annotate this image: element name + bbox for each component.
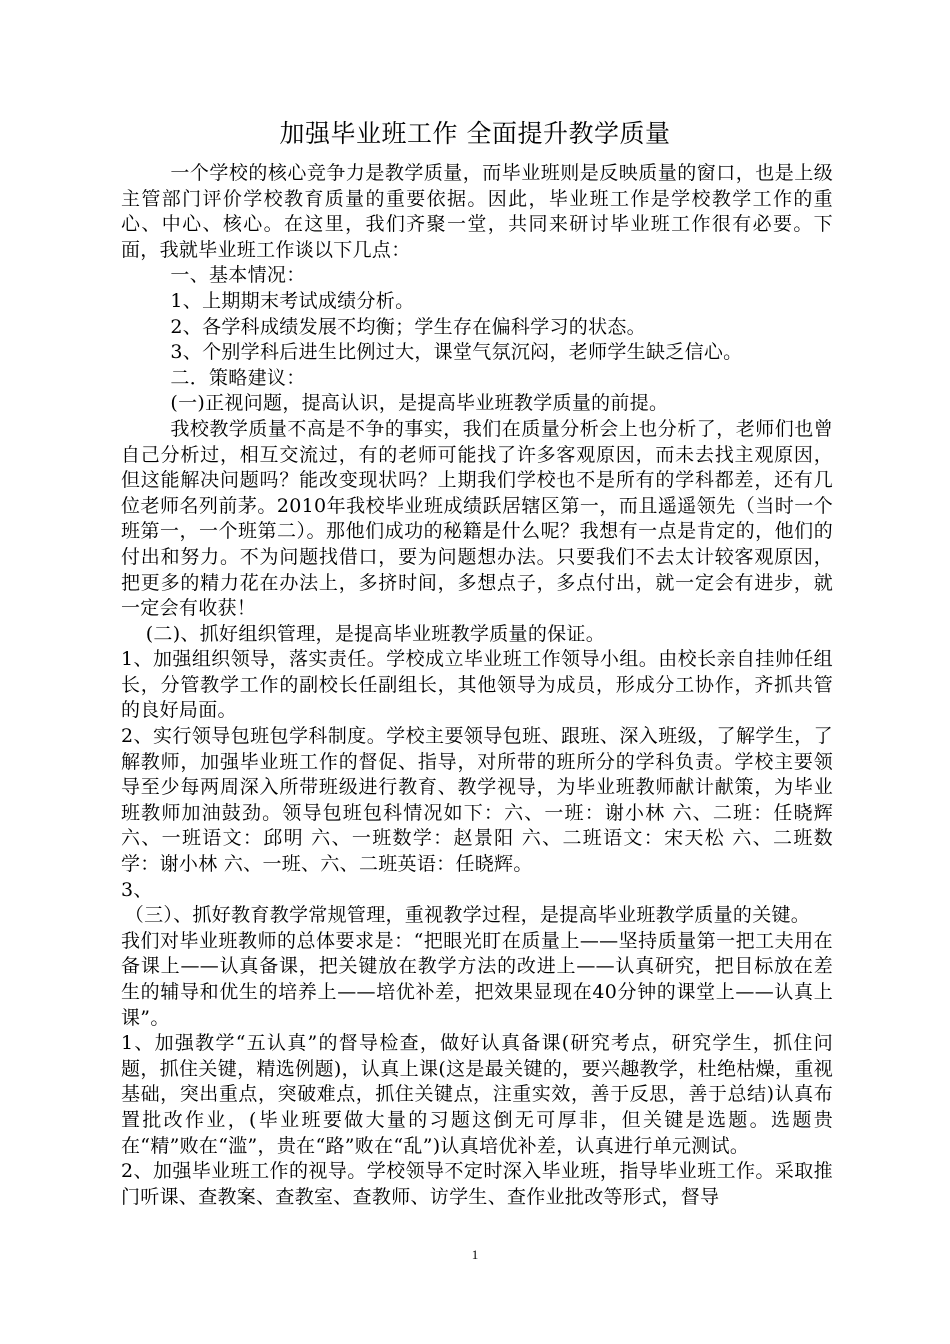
list-item: 1、加强组织领导，落实责任。学校成立毕业班工作领导小组。由校长亲自挂帅任组长，分管教学工作的副校长任副组长，其他领导为成员，形成分工协作，齐抓共管的良好局面。 [121,648,833,722]
heading-basic-situation: 一、基本情况： [170,264,306,287]
list-item: 2、实行领导包班包学科制度。学校主要领导包班、跟班、深入班级，了解学生，了解教师，加强毕业班工作的督促、指导，对所带的班所分的学科负责。学校主要领导至少每两周深入所带班级进行教育、教学视导，为毕业班教师献计献策，为毕业班教师加油鼓劲。领导包班包科情况如下：六、一班：谢小林 六、二班：任晓辉 六、一班语文：邱明 六、一班数学：赵景阳 六、二班语文：宋天松 六、二班数学：谢小林 六、一班、六、二班英语：任晓辉。 [121,725,833,876]
list-item: 2、各学科成绩发展不均衡；学生存在偏科学习的状态。 [170,315,646,338]
heading-strategy: 二．策略建议： [170,366,306,389]
page-number: 1 [471,1247,479,1262]
list-item: 3、个别学科后进生比例过大，课堂气氛沉闷，老师学生缺乏信心。 [170,341,743,364]
subheading-section-3: （三）、抓好教育教学常规管理，重视教学过程，是提高毕业班教学质量的关键。 [124,904,811,927]
paragraph-intro: 一个学校的核心竞争力是教学质量，而毕业班则是反映质量的窗口，也是上级主管部门评价学校教育质量的重要依据。因此，毕业班工作是学校教学工作的重心、中心、核心。在这里，我们齐聚一堂，共同来研讨毕业班工作很有必要。下面，我就毕业班工作谈以下几点： [121,162,833,261]
subheading-section-1: (一)正视问题，提高认识，是提高毕业班教学质量的前提。 [170,392,669,415]
list-item: 1、加强教学“五认真”的督导检查，做好认真备课(研究考点，研究学生，抓住问题，抓住关键，精选例题)，认真上课(这是最关键的，要兴趣教学，杜绝枯燥，重视基础，突出重点，突破难点，抓住关键点，注重实效，善于反思，善于总结)认真布置批改作业，(毕业班要做大量的习题这倒无可厚非，但关键是选题。选题贵在“精”败在“滥”，贵在“路”败在“乱”)认真培优补差，认真进行单元测试。 [121,1032,833,1157]
paragraph-section-3: 我们对毕业班教师的总体要求是：“把眼光盯在质量上——坚持质量第一把工夫用在备课上——认真备课，把关键放在教学方法的改进上——认真研究，把目标放在差生的辅导和优生的培养上——培优补差，把效果显现在40分钟的课堂上——认真上课”。 [121,929,833,1029]
document-body [121,161,833,1210]
subheading-section-2: (二)、抓好组织管理，是提高毕业班教学质量的保证。 [145,622,606,645]
document-title: 加强毕业班工作 全面提升教学质量 [279,119,671,148]
list-item: 1、上期期末考试成绩分析。 [170,289,415,312]
paragraph-section-1: 我校教学质量不高是不争的事实，我们在质量分析会上也分析了，老师们也曾自己分析过，相互交流过，有的老师可能找了许多客观原因，而未去找主观原因，但这能解决问题吗？能改变现状吗？上期我们学校也不是所有的学科都差，还有几位老师名列前茅。2010年我校毕业班成绩跃居辖区第一，而且遥遥领先（当时一个班第一，一个班第二）。那他们成功的秘籍是什么呢？我想有一点是肯定的，他们的付出和努力。不为问题找借口，要为问题想办法。只要我们不去太计较客观原因，把更多的精力花在办法上，多挤时间，多想点子，多点付出，就一定会有进步，就一定会有收获！ [121,417,833,620]
list-item: 2、加强毕业班工作的视导。学校领导不定时深入毕业班，指导毕业班工作。采取推门听课、查教案、查教室、查教师、访学生、查作业批改等形式，督导 [121,1160,833,1208]
list-item: 3、 [121,878,153,901]
